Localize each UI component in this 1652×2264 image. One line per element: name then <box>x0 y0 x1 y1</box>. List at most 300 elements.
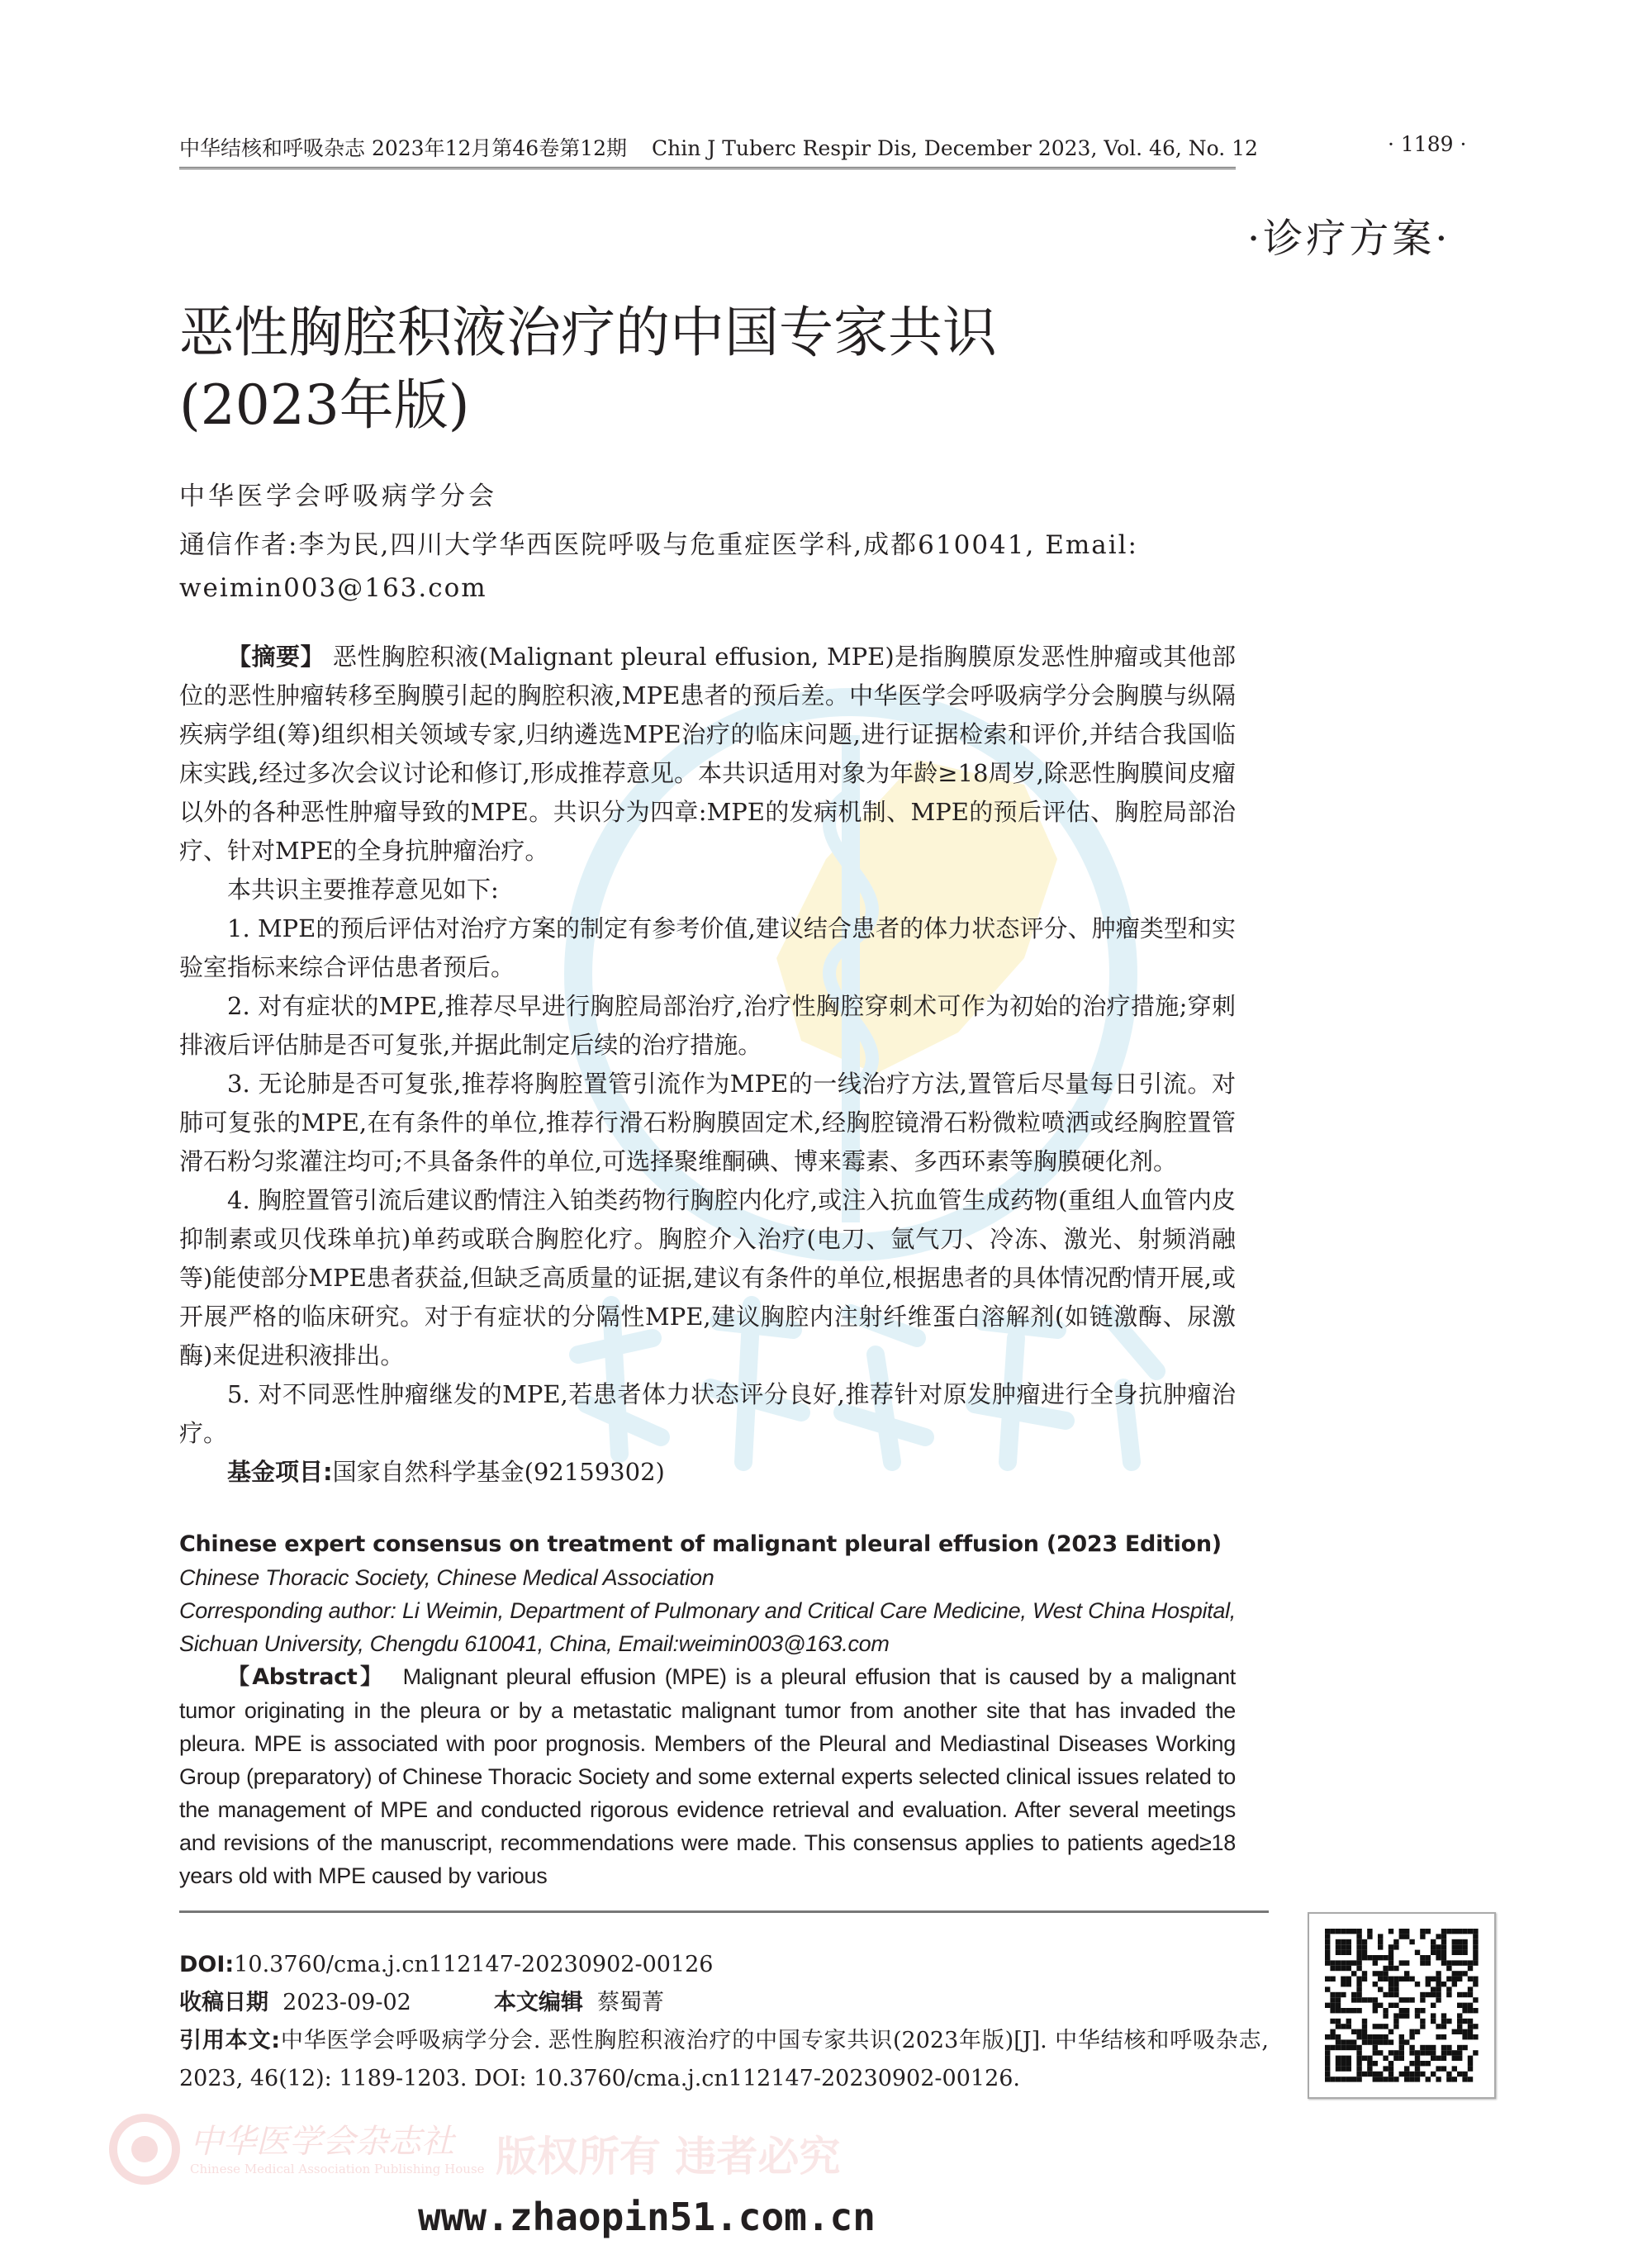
qr-module <box>1431 2013 1436 2018</box>
running-header <box>179 132 1258 169</box>
qr-module <box>1378 2003 1383 2008</box>
qr-module <box>1356 2045 1361 2050</box>
qr-module <box>1373 2050 1378 2055</box>
qr-module <box>1462 2034 1467 2039</box>
qr-module <box>1393 2013 1398 2018</box>
qr-module <box>1325 2077 1330 2081</box>
editor-label: 本文编辑 <box>493 1990 583 2015</box>
english-abstract-text: Malignant pleural effusion (MPE) is a pleural effusion that is caused by a malignant tumor originating in the pleura or by a metastatic malignant tumor from another site that has invaded the pleura. MPE is associated with poor prognosis. Members of the Pleural and Mediastinal Diseases Working Group (preparatory) of Chinese Thoracic Society and some external experts selected clinical issues related to the management of MPE and conducted rigorous evidence retrieval and evaluation. After several meetings and revisions of the manuscript, recommendations were made. This consensus applies to patients aged≥18 years old with MPE caused by various <box>179 1664 1237 1888</box>
author-organization: 中华医学会呼吸病学分会 <box>179 482 497 511</box>
qr-module <box>1446 2077 1451 2081</box>
qr-module <box>1389 2072 1393 2077</box>
qr-module <box>1393 1992 1398 1997</box>
qr-module <box>1341 1939 1346 1944</box>
qr-module <box>1446 2072 1451 2077</box>
qr-module <box>1399 2045 1404 2050</box>
qr-module <box>1356 2034 1361 2039</box>
qr-module <box>1426 1955 1431 1960</box>
qr-module <box>1431 1950 1436 1955</box>
qr-module <box>1341 1982 1346 1986</box>
qr-module <box>1441 2034 1446 2039</box>
qr-module <box>1441 1950 1446 1955</box>
qr-module <box>1415 2050 1420 2055</box>
qr-module <box>1336 1966 1341 1971</box>
qr-module <box>1325 1929 1330 1934</box>
qr-module <box>1356 1955 1361 1960</box>
qr-module <box>1336 2061 1341 2066</box>
qr-module <box>1373 1997 1378 2002</box>
qr-module <box>1431 2003 1436 2008</box>
qr-module <box>1383 2034 1388 2039</box>
qr-module <box>1409 2072 1414 2077</box>
qr-module <box>1389 1966 1393 1971</box>
qr-module <box>1383 2077 1388 2081</box>
qr-module <box>1389 2050 1393 2055</box>
qr-module <box>1362 1944 1367 1949</box>
qr-module <box>1362 2056 1367 2061</box>
qr-module <box>1446 2045 1451 2050</box>
qr-module <box>1336 2019 1341 2024</box>
qr-module <box>1431 2019 1436 2024</box>
qr-module <box>1341 2045 1346 2050</box>
qr-module <box>1373 2072 1378 2077</box>
qr-module <box>1436 1934 1441 1939</box>
qr-code[interactable] <box>1308 1912 1496 2099</box>
qr-module <box>1378 2024 1383 2029</box>
qr-module <box>1362 1955 1367 1960</box>
qr-module <box>1383 1992 1388 1997</box>
qr-module <box>1325 1955 1330 1960</box>
qr-module <box>1362 1939 1367 1944</box>
qr-module <box>1325 1950 1330 1955</box>
qr-module <box>1362 2072 1367 2077</box>
qr-module <box>1462 2029 1467 2034</box>
qr-module <box>1367 1934 1372 1939</box>
qr-module <box>1389 1982 1393 1986</box>
column-label: ·诊疗方案· <box>1247 216 1451 262</box>
qr-module <box>1462 1950 1467 1955</box>
qr-module <box>1436 1992 1441 1997</box>
qr-module <box>1393 1939 1398 1944</box>
qr-module <box>1383 2039 1388 2044</box>
qr-module <box>1346 1977 1351 1982</box>
qr-module <box>1393 2019 1398 2024</box>
qr-module <box>1420 2050 1425 2055</box>
qr-module <box>1378 1944 1383 1949</box>
title-line-2: (2023年版) <box>179 373 470 437</box>
qr-module <box>1457 2045 1462 2050</box>
qr-module <box>1426 2061 1431 2066</box>
qr-module <box>1330 1977 1335 1982</box>
qr-module <box>1436 1950 1441 1955</box>
qr-module <box>1457 2056 1462 2061</box>
qr-module <box>1436 2066 1441 2071</box>
qr-module <box>1436 1977 1441 1982</box>
qr-module <box>1330 1929 1335 1934</box>
qr-module <box>1362 1971 1367 1976</box>
qr-module <box>1399 1977 1404 1982</box>
qr-module <box>1441 2019 1446 2024</box>
qr-module <box>1346 1982 1351 1986</box>
qr-module <box>1383 1977 1388 1982</box>
fund-label: 基金项目: <box>227 1458 333 1486</box>
english-abstract-label: 【Abstract】 <box>227 1664 386 1690</box>
qr-module <box>1426 2045 1431 2050</box>
qr-module <box>1441 1934 1446 1939</box>
qr-module <box>1393 2050 1398 2055</box>
qr-module <box>1346 2066 1351 2071</box>
qr-module <box>1367 2072 1372 2077</box>
qr-module <box>1351 1960 1356 1965</box>
qr-module <box>1473 1934 1478 1939</box>
qr-module <box>1367 2034 1372 2039</box>
qr-module <box>1436 2024 1441 2029</box>
qr-module <box>1452 2050 1457 2055</box>
publisher-logo-icon <box>107 2112 190 2186</box>
qr-module <box>1420 2024 1425 2029</box>
qr-module <box>1351 2045 1356 2050</box>
qr-module <box>1436 1944 1441 1949</box>
qr-module <box>1325 2066 1330 2071</box>
qr-module <box>1415 2077 1420 2081</box>
qr-module <box>1378 2039 1383 2044</box>
qr-module <box>1441 2056 1446 2061</box>
qr-module <box>1362 2029 1367 2034</box>
qr-module <box>1436 1955 1441 1960</box>
qr-module <box>1426 2050 1431 2055</box>
qr-module <box>1431 1986 1436 1991</box>
qr-module <box>1346 2039 1351 2044</box>
qr-module <box>1336 2045 1341 2050</box>
qr-module <box>1341 1950 1346 1955</box>
qr-module <box>1441 2066 1446 2071</box>
qr-module <box>1452 1971 1457 1976</box>
qr-module <box>1356 2029 1361 2034</box>
qr-module <box>1356 1929 1361 1934</box>
qr-module <box>1373 2003 1378 2008</box>
qr-module <box>1473 2050 1478 2055</box>
qr-module <box>1373 2039 1378 2044</box>
qr-module <box>1441 2013 1446 2018</box>
qr-module <box>1356 2056 1361 2061</box>
qr-module <box>1325 1944 1330 1949</box>
qr-module <box>1336 1950 1341 1955</box>
qr-module <box>1431 1939 1436 1944</box>
qr-module <box>1441 1944 1446 1949</box>
doi-link[interactable]: 10.3760/cma.j.cn112147-20230902-00126 <box>234 1952 714 1977</box>
qr-module <box>1399 2039 1404 2044</box>
qr-module <box>1378 2077 1383 2081</box>
qr-module <box>1351 2077 1356 2081</box>
qr-module <box>1378 1939 1383 1944</box>
qr-module <box>1462 1929 1467 1934</box>
qr-module <box>1383 1966 1388 1971</box>
qr-module <box>1383 2066 1388 2071</box>
qr-module <box>1367 2056 1372 2061</box>
qr-module <box>1468 2034 1473 2039</box>
qr-module <box>1415 2013 1420 2018</box>
qr-module <box>1389 2003 1393 2008</box>
qr-module <box>1473 1955 1478 1960</box>
qr-module <box>1399 1960 1404 1965</box>
qr-module <box>1378 1955 1383 1960</box>
qr-module <box>1468 2061 1473 2066</box>
qr-module <box>1431 1944 1436 1949</box>
qr-module <box>1346 1950 1351 1955</box>
qr-module <box>1462 2072 1467 2077</box>
qr-module <box>1336 1992 1341 1997</box>
qr-module <box>1462 2077 1467 2081</box>
qr-module <box>1426 1960 1431 1965</box>
qr-module <box>1446 1992 1451 1997</box>
qr-module <box>1468 2066 1473 2071</box>
qr-module <box>1473 2024 1478 2029</box>
qr-module <box>1389 1992 1393 1997</box>
qr-module <box>1383 2008 1388 2013</box>
qr-module <box>1393 2056 1398 2061</box>
qr-module <box>1404 1977 1409 1982</box>
qr-module <box>1436 1986 1441 1991</box>
qr-module <box>1420 2072 1425 2077</box>
qr-module <box>1468 1977 1473 1982</box>
qr-module <box>1409 1977 1414 1982</box>
qr-module <box>1452 1977 1457 1982</box>
qr-module <box>1446 2050 1451 2055</box>
qr-module <box>1356 2050 1361 2055</box>
qr-module <box>1356 1934 1361 1939</box>
qr-module <box>1373 1982 1378 1986</box>
qr-module <box>1325 2056 1330 2061</box>
qr-module <box>1383 1955 1388 1960</box>
qr-module <box>1415 2066 1420 2071</box>
qr-module <box>1452 2066 1457 2071</box>
article-metadata <box>179 1946 1269 2098</box>
qr-module <box>1404 2013 1409 2018</box>
received-label: 收稿日期 <box>179 1990 268 2015</box>
qr-module <box>1378 1971 1383 1976</box>
qr-module <box>1452 1982 1457 1986</box>
qr-module <box>1446 1986 1451 1991</box>
qr-module <box>1362 1997 1367 2002</box>
qr-module <box>1346 2024 1351 2029</box>
qr-module <box>1393 1944 1398 1949</box>
qr-module <box>1346 1944 1351 1949</box>
site-watermark-url: www.zhaopin51.com.cn <box>418 2195 876 2239</box>
qr-module <box>1399 2072 1404 2077</box>
qr-module <box>1420 1955 1425 1960</box>
qr-module <box>1404 1971 1409 1976</box>
qr-module <box>1346 1966 1351 1971</box>
journal-name-cn: 中华结核和呼吸杂志 2023年12月第46卷第12期 <box>179 136 628 160</box>
qr-module <box>1330 2077 1335 2081</box>
qr-module <box>1404 1997 1409 2002</box>
qr-module <box>1452 2029 1457 2034</box>
qr-module <box>1362 2034 1367 2039</box>
qr-module <box>1356 1977 1361 1982</box>
qr-module <box>1336 2066 1341 2071</box>
qr-module <box>1468 1992 1473 1997</box>
qr-module <box>1420 1934 1425 1939</box>
qr-module <box>1389 1977 1393 1982</box>
recommendation-item: 1. MPE的预后评估对治疗方案的制定有参考价值,建议结合患者的体力状态评分、肿瘤类型和实验室指标来综合评估患者预后。 <box>179 914 1236 981</box>
qr-module <box>1426 2077 1431 2081</box>
qr-module <box>1468 2019 1473 2024</box>
fund-text: 国家自然科学基金(92159302) <box>332 1458 665 1486</box>
english-title: Chinese expert consensus on treatment of malignant pleural effusion (2023 Edition) <box>179 1531 1222 1557</box>
qr-module <box>1462 2019 1467 2024</box>
qr-module <box>1457 2072 1462 2077</box>
qr-module <box>1389 1955 1393 1960</box>
qr-module <box>1420 2045 1425 2050</box>
qr-module <box>1462 1971 1467 1976</box>
qr-module <box>1325 2050 1330 2055</box>
qr-module <box>1341 2024 1346 2029</box>
qr-module <box>1393 2077 1398 2081</box>
qr-module <box>1468 2024 1473 2029</box>
qr-module <box>1356 2061 1361 2066</box>
qr-module <box>1330 2045 1335 2050</box>
qr-module <box>1351 1929 1356 1934</box>
qr-module <box>1446 1966 1451 1971</box>
qr-module <box>1341 1929 1346 1934</box>
qr-module <box>1426 1992 1431 1997</box>
qr-module <box>1393 2003 1398 2008</box>
qr-module <box>1404 2077 1409 2081</box>
title-line-1: 恶性胸腔积液治疗的中国专家共识 <box>179 301 997 364</box>
qr-module <box>1351 1992 1356 1997</box>
qr-module <box>1431 2056 1436 2061</box>
qr-module <box>1420 2019 1425 2024</box>
qr-module <box>1404 2008 1409 2013</box>
qr-module <box>1389 1950 1393 1955</box>
qr-module <box>1336 2039 1341 2044</box>
qr-module <box>1373 2077 1378 2081</box>
qr-module <box>1399 1997 1404 2002</box>
abstract-chinese <box>179 638 1236 1492</box>
qr-module <box>1393 2024 1398 2029</box>
qr-module <box>1346 2045 1351 2050</box>
qr-module <box>1462 1944 1467 1949</box>
qr-module <box>1457 1992 1462 1997</box>
qr-module <box>1457 1929 1462 1934</box>
qr-module <box>1446 2019 1451 2024</box>
qr-module <box>1373 2061 1378 2066</box>
qr-module <box>1441 1929 1446 1934</box>
qr-module <box>1431 1977 1436 1982</box>
qr-module <box>1415 2008 1420 2013</box>
qr-module <box>1415 1950 1420 1955</box>
qr-module <box>1336 1960 1341 1965</box>
footer <box>179 1910 1493 2100</box>
qr-module <box>1409 2034 1414 2039</box>
qr-module <box>1336 1929 1341 1934</box>
recommendation-item: 3. 无论肺是否可复张,推荐将胸腔置管引流作为MPE的一线治疗方法,置管后尽量每日引流。对肺可复张的MPE,在有条件的单位,推荐行滑石粉胸膜固定术,经胸腔镜滑石粉微粒喷洒或经胸腔置管滑石粉匀浆灌注均可;不具备条件的单位,可选择聚维酮碘、博来霉素、多西环素等胸膜硬化剂。 <box>179 1070 1236 1175</box>
qr-module <box>1457 2019 1462 2024</box>
qr-module <box>1356 1960 1361 1965</box>
qr-module <box>1356 1992 1361 1997</box>
qr-module <box>1457 1971 1462 1976</box>
footer-divider <box>179 1910 1269 1913</box>
qr-module <box>1325 1977 1330 1982</box>
citation-text: 中华医学会呼吸病学分会. 恶性胸腔积液治疗的中国专家共识(2023年版)[J]. 中华结核和呼吸杂志, 2023, 46(12): 1189-1203. DOI: 10.3760/cma.j.cn112147-20230902-00126. <box>179 2028 1269 2091</box>
english-authors: Chinese Thoracic Society, Chinese Medical Association <box>179 1565 714 1590</box>
qr-module <box>1330 1992 1335 1997</box>
qr-module <box>1330 2008 1335 2013</box>
qr-module <box>1325 2045 1330 2050</box>
qr-module <box>1330 2029 1335 2034</box>
qr-module <box>1373 2008 1378 2013</box>
qr-module <box>1452 1929 1457 1934</box>
qr-module <box>1473 1997 1478 2002</box>
recommendations-intro: 本共识主要推荐意见如下: <box>227 876 499 904</box>
qr-module <box>1452 1960 1457 1965</box>
qr-module <box>1373 2034 1378 2039</box>
english-abstract-section <box>179 1528 1236 1892</box>
qr-module <box>1468 2056 1473 2061</box>
qr-module <box>1325 2061 1330 2066</box>
qr-module <box>1462 1939 1467 1944</box>
qr-module <box>1457 1944 1462 1949</box>
qr-module <box>1441 1939 1446 1944</box>
qr-module <box>1420 1992 1425 1997</box>
qr-module <box>1389 2039 1393 2044</box>
qr-module <box>1373 1960 1378 1965</box>
qr-module <box>1409 2045 1414 2050</box>
qr-module <box>1399 1929 1404 1934</box>
qr-module <box>1452 1944 1457 1949</box>
qr-module <box>1468 1986 1473 1991</box>
qr-module <box>1336 1939 1341 1944</box>
qr-module <box>1356 1986 1361 1991</box>
qr-module <box>1341 1966 1346 1971</box>
qr-module <box>1346 1929 1351 1934</box>
publisher-name-en: Chinese Medical Association Publishing House <box>190 2162 485 2176</box>
qr-module <box>1378 1986 1383 1991</box>
qr-module <box>1378 2050 1383 2055</box>
qr-module <box>1441 2024 1446 2029</box>
qr-module <box>1346 2061 1351 2066</box>
qr-module <box>1356 2066 1361 2071</box>
qr-module <box>1325 1986 1330 1991</box>
qr-module <box>1341 2008 1346 2013</box>
qr-module <box>1383 2013 1388 2018</box>
qr-module <box>1446 1929 1451 1934</box>
qr-module <box>1441 1982 1446 1986</box>
qr-module <box>1356 2008 1361 2013</box>
qr-module <box>1441 1955 1446 1960</box>
qr-module <box>1341 2056 1346 2061</box>
qr-module <box>1431 2050 1436 2055</box>
qr-module <box>1325 2003 1330 2008</box>
qr-module <box>1473 1982 1478 1986</box>
qr-module <box>1452 2056 1457 2061</box>
qr-module <box>1441 2050 1446 2055</box>
qr-module <box>1457 2050 1462 2055</box>
qr-module <box>1415 1982 1420 1986</box>
qr-module <box>1462 1992 1467 1997</box>
qr-module <box>1346 2056 1351 2061</box>
qr-module <box>1399 1934 1404 1939</box>
qr-module <box>1457 2029 1462 2034</box>
qr-module <box>1457 1950 1462 1955</box>
qr-module <box>1393 1986 1398 1991</box>
qr-module <box>1436 1982 1441 1986</box>
qr-module <box>1436 1971 1441 1976</box>
qr-module <box>1336 2008 1341 2013</box>
qr-module <box>1409 1939 1414 1944</box>
qr-module <box>1462 1960 1467 1965</box>
page-number: · 1189 · <box>1388 132 1467 156</box>
